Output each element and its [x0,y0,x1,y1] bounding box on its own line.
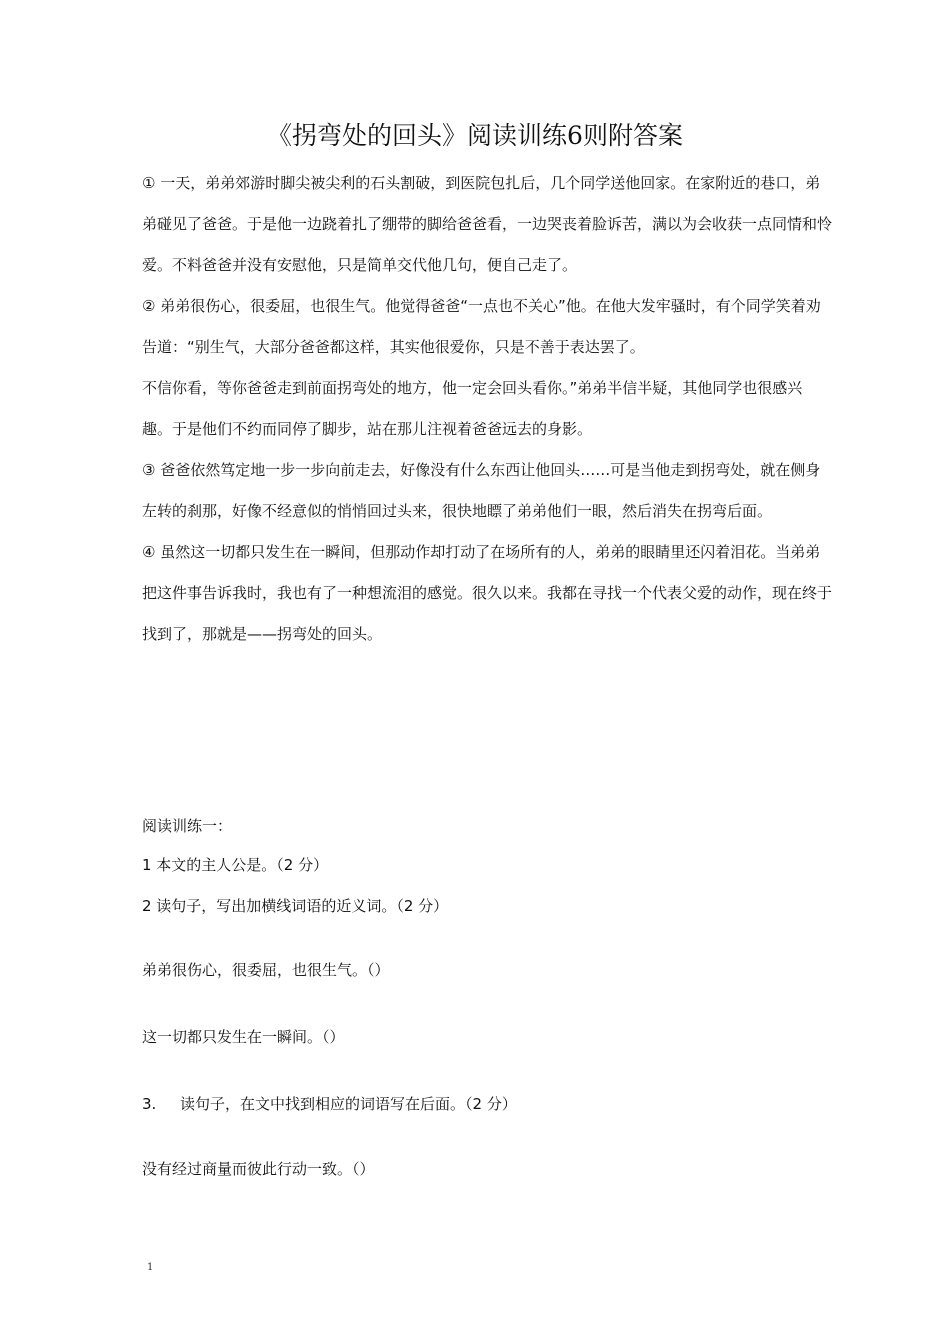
paragraph-2: ② 弟弟很伤心，很委屈，也很生气。他觉得爸爸“一点也不关心”他。在他大发牢骚时，有个同学笑着劝告道：“别生气，大部分爸爸都这样，其实他很爱你，只是不善于表达罢了。 [142,297,821,356]
question-3-number: 3. [142,1095,157,1113]
question-2: 2 读句子，写出加横线词语的近义词。（2 分） [142,897,449,915]
question-3 [142,1092,832,1116]
article-body [142,163,832,655]
question-2-sentence-b: 这一切都只发生在一瞬间。（） [142,1028,345,1046]
paragraph-3: ③ 爸爸依然笃定地一步一步向前走去，好像没有什么东西让他回头……可是当他走到拐弯处，就在侧身左转的刹那，好像不经意似的悄悄回过头来，很快地瞟了弟弟他们一眼，然后消失在拐弯后面。 [142,461,821,520]
exercise-heading: 阅读训练一： [142,817,233,835]
question-1: 1 本文的主人公是。（2 分） [142,856,329,874]
paragraph-2-continued: 不信你看，等你爸爸走到前面拐弯处的地方，他一定会回头看你。”弟弟半信半疑，其他同学也很感兴趣。于是他们不约而同停了脚步，站在那儿注视着爸爸远去的身影。 [142,379,803,438]
question-3-text: 读句子，在文中找到相应的词语写在后面。（2 分） [180,1095,517,1113]
paragraph-1: ① 一天，弟弟郊游时脚尖被尖利的石头割破，到医院包扎后，几个同学送他回家。在家附近的巷口，弟弟碰见了爸爸。于是他一边跷着扎了绷带的脚给爸爸看，一边哭丧着脸诉苦，满以为会收获一点同情和怜爱。不料爸爸并没有安慰他，只是简单交代他几句，便自己走了。 [142,174,833,274]
question-2-sentence-a: 弟弟很伤心，很委屈，也很生气。（） [142,961,390,979]
question-3-sentence-a: 没有经过商量而彼此行动一致。（） [142,1160,375,1178]
page-number: 1 [147,1262,154,1273]
document-title: 《拐弯处的回头》阅读训练6则附答案 [267,121,683,150]
paragraph-4: ④ 虽然这一切都只发生在一瞬间，但那动作却打动了在场所有的人，弟弟的眼睛里还闪着泪花。当弟弟把这件事告诉我时，我也有了一种想流泪的感觉。很久以来。我都在寻找一个代表父爱的动作，现在终于找到了，那就是——拐弯处的回头。 [142,543,833,643]
